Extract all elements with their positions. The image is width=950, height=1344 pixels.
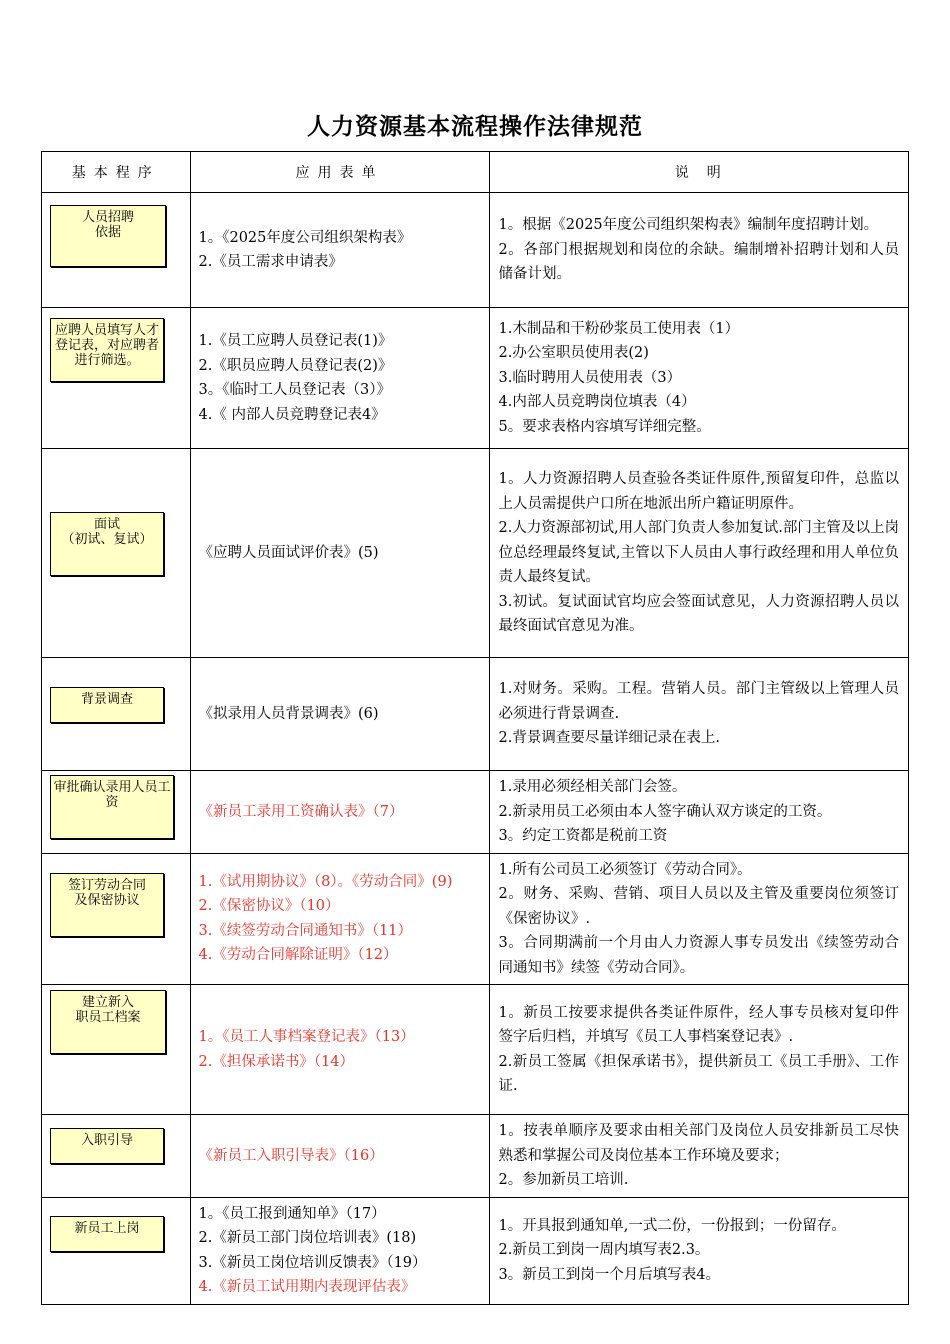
header-basic-procedure: 基本程序 [42, 152, 191, 193]
table-row [42, 985, 909, 1115]
description-item: 3。合同期满前一个月由人力资源人事专员发出《续签劳动合同通知书》续签《劳动合同》。 [498, 935, 899, 976]
procedure-cell [42, 985, 191, 1115]
description-item: 1.对财务。采购。工程。营销人员。部门主管级以上管理人员必须进行背景调查. [498, 681, 899, 722]
form-item: 4.《劳动合同解除证明》（12） [198, 947, 398, 964]
procedure-step-box: 审批确认录用人员工资 [50, 775, 174, 839]
form-item: 《应聘人员面试评价表》(5) [198, 544, 379, 561]
table-row [42, 771, 909, 854]
description-item: 2.新录用员工必须由本人签字确认双方谈定的工资。 [498, 803, 832, 820]
description-cell [489, 985, 908, 1115]
description-item: 2.办公室职员使用表(2) [498, 345, 649, 362]
forms-cell [190, 193, 489, 308]
procedure-step-box: 签订劳动合同 及保密协议 [50, 873, 164, 937]
procedure-cell [42, 449, 191, 658]
form-item: 《新员工录用工资确认表》（7） [198, 803, 404, 820]
procedure-cell [42, 658, 191, 771]
procedure-step-box: 应聘人员填写人才登记表，对应聘者进行筛选。 [50, 318, 164, 382]
description-item: 1.木制品和干粉砂浆员工使用表（1） [498, 320, 740, 337]
description-item: 2.新员工到岗一周内填写表2.3。 [498, 1242, 710, 1259]
table-row [42, 1197, 909, 1304]
forms-cell [190, 308, 489, 449]
description-item: 2.背景调查要尽量详细记录在表上. [498, 730, 720, 747]
table-row [42, 193, 909, 308]
form-item: 3.《续签劳动合同通知书》（11） [198, 922, 413, 939]
procedure-cell [42, 1115, 191, 1198]
description-item: 4.内部人员竞聘岗位填表（4） [498, 394, 696, 411]
procedure-step-box: 新员工上岗 [50, 1216, 164, 1252]
table-row [42, 308, 909, 449]
forms-cell [190, 985, 489, 1115]
description-cell [489, 853, 908, 985]
description-item: 1。人力资源招聘人员查验各类证件原件,预留复印件，总监以上人员需提供户口所在地派出所户籍证明原件。 [498, 471, 899, 512]
form-item: 1.《试用期协议》（8）。《劳动合同》(9) [198, 873, 453, 890]
description-item: 3。约定工资都是税前工资 [498, 828, 668, 844]
table-row [42, 1115, 909, 1198]
description-item: 2。财务、采购、营销、项目人员以及主管及重要岗位须签订《保密协议》. [498, 886, 899, 927]
form-item: 2.《职员应聘人员登记表(2)》 [198, 357, 393, 374]
description-item: 3。新员工到岗一个月后填写表4。 [498, 1266, 720, 1283]
description-cell [489, 1197, 908, 1304]
description-item: 1。新员工按要求提供各类证件原件，经人事专员核对复印件签字后归档，并填写《员工人事档案登记表》. [498, 1004, 899, 1045]
form-item: 1。《员工人事档案登记表》（13） [198, 1029, 415, 1045]
forms-cell [190, 771, 489, 854]
description-item: 1。根据《2025年度公司组织架构表》编制年度招聘计划。 [498, 217, 879, 234]
form-item: 2.《保密协议》（10） [198, 898, 340, 915]
form-item: 2.《员工需求申请表》 [198, 254, 343, 270]
header-description: 说 明 [489, 152, 908, 193]
form-item: 2.《担保承诺书》（14） [198, 1053, 355, 1070]
procedure-step-box: 人员招聘 依据 [50, 205, 166, 267]
description-item: 2.人力资源部初试,用人部门负责人参加复试.部门主管及以上岗位总经理最终复试,主管以下人员由人事行政经理和用人单位负责人最终复试。 [498, 520, 899, 586]
form-item: 1。《员工报到通知单》（17） [198, 1205, 386, 1222]
document-title: 人力资源基本流程操作法律规范 [307, 114, 643, 140]
process-table [41, 151, 909, 1305]
procedure-step-box: 面试 （初试、复试） [50, 512, 164, 576]
forms-cell [190, 1115, 489, 1198]
forms-cell [190, 853, 489, 985]
description-item: 1.录用必须经相关部门会签。 [498, 779, 687, 795]
description-item: 1。开具报到通知单,一式二份，一份报到；一份留存。 [498, 1217, 846, 1234]
description-cell [489, 308, 908, 449]
procedure-cell [42, 193, 191, 308]
form-item: 2.《新员工部门岗位培训表》(18) [198, 1230, 417, 1246]
description-item: 5。要求表格内容填写详细完整。 [498, 418, 711, 435]
form-item: 3。《临时工人员登记表（3）》 [198, 382, 391, 398]
description-item: 3.临时聘用人员使用表（3） [498, 369, 682, 386]
table-row [42, 449, 909, 658]
procedure-step-box: 入职引导 [50, 1128, 164, 1164]
form-item: 4.《 内部人员竞聘登记表4》 [198, 406, 386, 423]
table-row [42, 658, 909, 771]
forms-cell [190, 658, 489, 771]
description-item: 2。各部门根据规划和岗位的余缺。编制增补招聘计划和人员储备计划。 [498, 241, 899, 283]
forms-cell [190, 1197, 489, 1304]
procedure-step-box: 建立新入 职员工档案 [50, 990, 166, 1054]
description-item: 3.初试。复试面试官均应会签面试意见，人力资源招聘人员以最终面试官意见为准。 [498, 593, 899, 635]
table-row [42, 853, 909, 985]
procedure-cell [42, 853, 191, 985]
form-item: 《新员工入职引导表》（16） [198, 1147, 384, 1164]
form-item: 1.《员工应聘人员登记表(1)》 [198, 333, 393, 349]
description-cell [489, 193, 908, 308]
form-item: 1。《2025年度公司组织架构表》 [198, 229, 412, 246]
description-item: 2.新员工签属《担保承诺书》，提供新员工《员工手册》、工作证. [498, 1053, 899, 1094]
header-forms: 应用表单 [190, 152, 489, 193]
forms-cell [190, 449, 489, 658]
description-cell [489, 449, 908, 658]
procedure-cell [42, 308, 191, 449]
table-body [42, 193, 909, 1305]
procedure-cell [42, 1197, 191, 1304]
form-item: 4.《新员工试用期内表现评估表》 [198, 1279, 416, 1295]
description-cell [489, 771, 908, 854]
description-item: 2。参加新员工培训. [498, 1172, 629, 1188]
form-item: 《拟录用人员背景调表》(6) [198, 705, 379, 722]
procedure-cell [42, 771, 191, 854]
description-cell [489, 1115, 908, 1198]
procedure-step-box: 背景调查 [50, 687, 164, 723]
description-item: 1.所有公司员工必须签订《劳动合同》。 [498, 861, 752, 878]
description-cell [489, 658, 908, 771]
table-header-row [42, 152, 909, 193]
form-item: 3.《新员工岗位培训反馈表》（19） [198, 1254, 427, 1271]
description-item: 1。按表单顺序及要求由相关部门及岗位人员安排新员工尽快熟悉和掌握公司及岗位基本工作环境及要求； [498, 1123, 899, 1164]
